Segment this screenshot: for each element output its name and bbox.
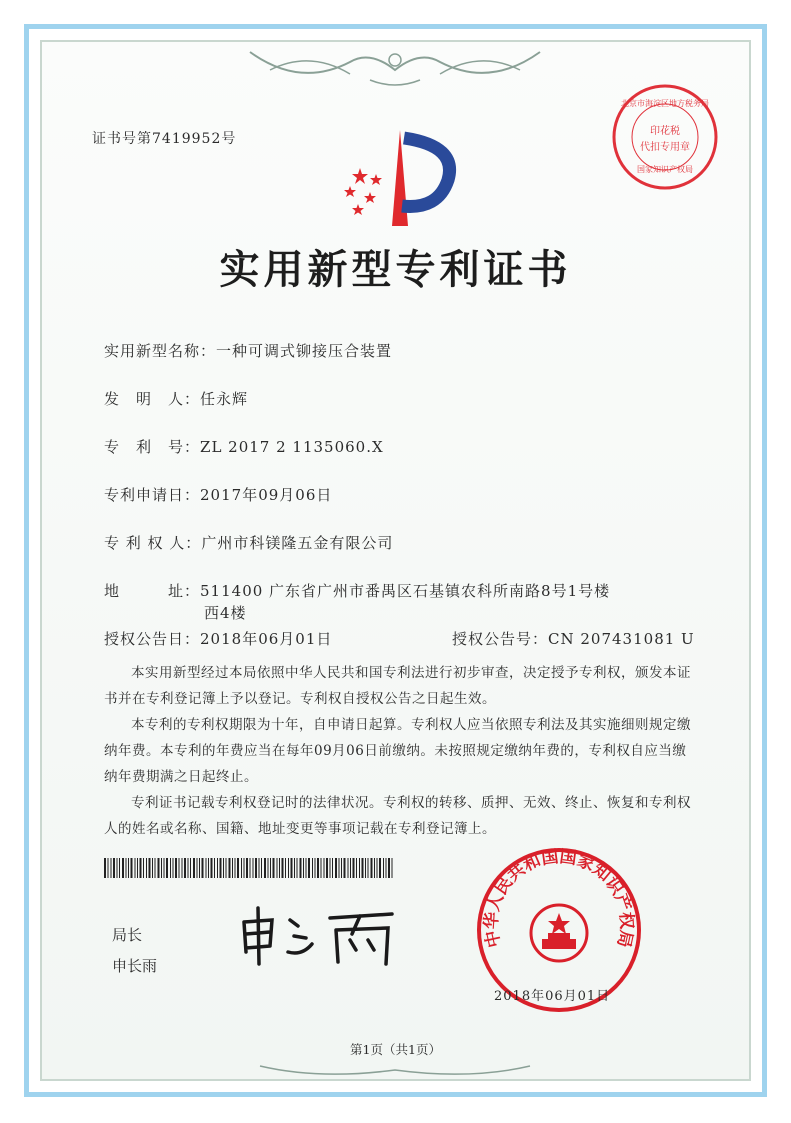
barcode-bar — [155, 858, 156, 878]
barcode-bar — [117, 858, 118, 878]
barcode-bar — [386, 858, 387, 878]
barcode-bar — [193, 858, 195, 878]
field-value: 广州市科镁隆五金有限公司 — [201, 534, 394, 552]
national-emblem — [531, 905, 587, 961]
barcode-bar — [368, 858, 369, 878]
field-label: 实用新型名称： — [104, 342, 217, 360]
barcode-bar — [341, 858, 342, 878]
barcode-bar — [297, 858, 298, 878]
barcode-bar — [294, 858, 295, 878]
barcode-bar — [377, 858, 378, 878]
field-value: 任永辉 — [200, 390, 249, 408]
barcode-bar — [140, 858, 142, 878]
barcode-bar — [303, 858, 304, 878]
field-label: 专 利 权 人： — [104, 534, 202, 552]
barcode — [104, 858, 394, 878]
barcode-bar — [188, 858, 189, 878]
barcode-bar — [232, 858, 233, 878]
field-value: 511400 广东省广州市番禺区石基镇农科所南路8号1号楼 — [200, 582, 611, 600]
tax-stamp-line2: 代扣专用章 — [640, 142, 690, 153]
barcode-bar — [288, 858, 289, 878]
tax-stamp-line1: 印花税 — [650, 126, 680, 137]
barcode-bar — [137, 858, 138, 878]
field-filing-date — [104, 484, 332, 505]
barcode-bar — [308, 858, 310, 878]
barcode-bar — [208, 858, 209, 878]
barcode-bar — [335, 858, 337, 878]
field-value: 2017年09月06日 — [200, 486, 333, 504]
barcode-bar — [371, 858, 373, 878]
patent-office-logo — [330, 128, 460, 228]
handwritten-signature — [232, 900, 412, 970]
barcode-bar — [111, 858, 112, 878]
barcode-bar — [119, 858, 120, 878]
barcode-bar — [348, 858, 349, 878]
barcode-bar — [359, 858, 360, 878]
field-label: 授权公告日： — [104, 630, 201, 648]
barcode-bar — [282, 858, 284, 878]
barcode-bar — [122, 858, 124, 878]
barcode-bar — [255, 858, 257, 878]
paragraph-legal-status: 专利证书记载专利权登记时的法律状况。专利权的转移、质押、无效、终止、恢复和专利权人的姓名或名称、国籍、地址变更等事项记载在专利登记簿上。 — [104, 795, 691, 837]
field-patentee — [104, 532, 393, 553]
barcode-bar — [190, 858, 191, 878]
barcode-bar — [237, 858, 239, 878]
barcode-bar — [273, 858, 275, 878]
field-value: ZL 2017 2 1135060.X — [200, 438, 384, 456]
barcode-bar — [149, 858, 151, 878]
barcode-bar — [264, 858, 266, 878]
barcode-bar — [261, 858, 262, 878]
barcode-bar — [214, 858, 215, 878]
barcode-bar — [379, 858, 381, 878]
barcode-bar — [356, 858, 357, 878]
barcode-bar — [332, 858, 333, 878]
barcode-bar — [241, 858, 242, 878]
barcode-bar — [211, 858, 213, 878]
barcode-bar — [197, 858, 198, 878]
certificate-title: 实用新型专利证书 — [219, 246, 572, 293]
barcode-bar — [166, 858, 168, 878]
barcode-bar — [383, 858, 384, 878]
barcode-bar — [392, 858, 393, 878]
barcode-bar — [324, 858, 325, 878]
barcode-bar — [388, 858, 390, 878]
barcode-bar — [128, 858, 129, 878]
field-utility-model-name — [104, 340, 392, 361]
field-inventor — [104, 388, 248, 409]
field-grant-date — [104, 628, 332, 649]
tax-stamp-ring-text: 北京市海淀区地方税务局 — [621, 99, 709, 108]
field-label: 专利申请日： — [104, 486, 201, 504]
director-name: 申长雨 — [112, 957, 158, 975]
barcode-bar — [277, 858, 278, 878]
barcode-bar — [158, 858, 160, 878]
field-value: 一种可调式铆接压合装置 — [216, 342, 393, 360]
barcode-bar — [206, 858, 207, 878]
barcode-bar — [306, 858, 307, 878]
barcode-bar — [362, 858, 364, 878]
director-title: 局长 — [112, 926, 143, 944]
barcode-bar — [184, 858, 186, 878]
barcode-bar — [339, 858, 340, 878]
paragraph-grant-statement: 本实用新型经过本局依照中华人民共和国专利法进行初步审查，决定授予专利权，颁发本证书并在专利登记簿上予以登记。专利权自授权公告之日起生效。 — [104, 665, 691, 707]
barcode-bar — [326, 858, 328, 878]
barcode-bar — [199, 858, 200, 878]
barcode-bar — [317, 858, 319, 878]
barcode-bar — [170, 858, 171, 878]
barcode-bar — [164, 858, 165, 878]
barcode-bar — [312, 858, 313, 878]
barcode-bar — [113, 858, 115, 878]
bottom-ornament — [240, 1060, 551, 1082]
barcode-bar — [126, 858, 127, 878]
page-footer: 第1页（共1页） — [350, 1042, 441, 1057]
certificate-number: 证书号第7419952号 — [92, 131, 237, 147]
paragraph-term: 本专利的专利权期限为十年，自申请日起算。专利权人应当依照专利法及其实施细则规定缴纳年费。本专利的年费应当在每年09月06日前缴纳。未按照规定缴纳年费的，专利权自应当缴纳年费期满之日起终止。 — [104, 717, 691, 785]
barcode-bar — [135, 858, 136, 878]
barcode-bar — [223, 858, 224, 878]
barcode-bar — [244, 858, 245, 878]
barcode-bar — [152, 858, 153, 878]
field-label: 地 址： — [104, 582, 201, 600]
field-grant-number — [452, 628, 695, 649]
barcode-bar — [279, 858, 280, 878]
barcode-bar — [374, 858, 375, 878]
field-value: 2018年06月01日 — [200, 630, 333, 648]
barcode-bar — [250, 858, 251, 878]
barcode-bar — [235, 858, 236, 878]
barcode-bar — [175, 858, 177, 878]
barcode-bar — [344, 858, 346, 878]
barcode-bar — [300, 858, 302, 878]
barcode-bar — [315, 858, 316, 878]
barcode-bar — [365, 858, 366, 878]
barcode-bar — [353, 858, 355, 878]
barcode-bar — [350, 858, 351, 878]
barcode-bar — [270, 858, 271, 878]
tax-stamp-bottom-text: 国家知识产权局 — [637, 165, 693, 174]
field-label: 发 明 人： — [104, 390, 201, 408]
barcode-bar — [253, 858, 254, 878]
seal-text: 中华人民共和国国家知识产权局 — [481, 846, 637, 950]
barcode-bar — [173, 858, 174, 878]
barcode-bar — [291, 858, 293, 878]
barcode-bar — [182, 858, 183, 878]
barcode-bar — [268, 858, 269, 878]
barcode-bar — [229, 858, 231, 878]
tax-stamp — [610, 82, 720, 192]
barcode-bar — [131, 858, 133, 878]
barcode-bar — [330, 858, 331, 878]
field-label: 授权公告号： — [452, 630, 549, 648]
field-patent-number — [104, 436, 384, 457]
top-ornament — [240, 40, 551, 90]
barcode-bar — [217, 858, 218, 878]
barcode-bar — [285, 858, 286, 878]
barcode-bar — [179, 858, 180, 878]
barcode-bar — [259, 858, 260, 878]
barcode-bar — [202, 858, 204, 878]
barcode-bar — [161, 858, 162, 878]
field-address-line2: 西4楼 — [204, 604, 247, 622]
seal-date: 2018年06月01日 — [494, 989, 611, 1004]
barcode-bar — [226, 858, 227, 878]
barcode-bar — [146, 858, 147, 878]
field-address — [104, 580, 610, 601]
barcode-bar — [108, 858, 109, 878]
barcode-bar — [321, 858, 322, 878]
field-label: 专 利 号： — [104, 438, 201, 456]
barcode-bar — [246, 858, 248, 878]
barcode-bar — [220, 858, 222, 878]
field-value: CN 207431081 U — [548, 630, 695, 648]
barcode-bar — [143, 858, 144, 878]
barcode-bar — [104, 858, 106, 878]
